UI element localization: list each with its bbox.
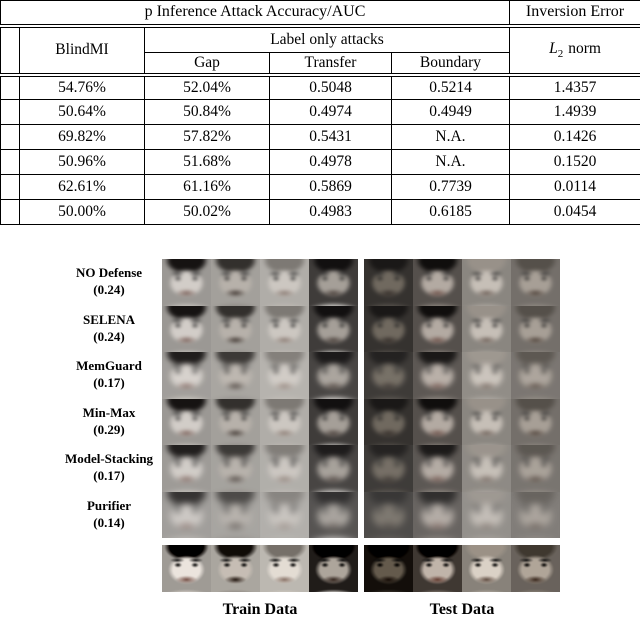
train-faces-block — [162, 445, 358, 492]
cropped-column-cell — [1, 175, 20, 200]
figure-row-model-stacking — [0, 445, 640, 492]
face-image — [309, 306, 358, 353]
face-image — [511, 445, 560, 492]
face-image — [309, 399, 358, 446]
train-faces-block — [162, 399, 358, 446]
cell-gap: 52.04% — [145, 75, 270, 100]
cell-blindmi: 69.82% — [20, 125, 145, 150]
face-image — [413, 352, 462, 399]
defense-score: (0.29) — [93, 421, 125, 437]
defense-score: (0.24) — [93, 328, 125, 344]
cell-gap: 51.68% — [145, 150, 270, 175]
face-image — [413, 399, 462, 446]
cell-boundary: 0.5214 — [392, 75, 510, 100]
l2-letter: L — [549, 39, 558, 57]
table-row — [1, 150, 640, 175]
face-image — [511, 259, 560, 306]
test-faces-block — [364, 492, 560, 539]
cell-gap: 50.02% — [145, 200, 270, 225]
face-image — [413, 259, 462, 306]
face-image — [260, 545, 309, 592]
face-image — [364, 445, 413, 492]
cell-blindmi: 62.61% — [20, 175, 145, 200]
face-image — [511, 306, 560, 353]
face-image — [511, 492, 560, 539]
cell-transfer: 0.5431 — [270, 125, 392, 150]
col-header-boundary: Boundary — [392, 53, 510, 75]
face-image — [162, 445, 211, 492]
face-image — [211, 445, 260, 492]
figure-row-purifier — [0, 492, 640, 539]
train-faces-block — [162, 259, 358, 306]
test-faces-block — [364, 445, 560, 492]
cell-boundary: 0.7739 — [392, 175, 510, 200]
face-image — [511, 399, 560, 446]
face-image — [413, 492, 462, 539]
test-faces-block — [364, 352, 560, 399]
face-image — [162, 306, 211, 353]
cropped-column-cell — [1, 100, 20, 125]
train-data-label: Train Data — [222, 601, 298, 618]
train-faces-block — [162, 306, 358, 353]
defense-label — [0, 306, 162, 353]
cell-transfer: 0.4974 — [270, 100, 392, 125]
face-image — [309, 259, 358, 306]
defense-label — [0, 445, 162, 492]
face-image — [260, 306, 309, 353]
table-row — [1, 100, 640, 125]
defense-label — [0, 259, 162, 306]
face-image — [260, 399, 309, 446]
col-group-label-only-attacks: Label only attacks — [145, 26, 510, 53]
face-image — [364, 399, 413, 446]
defense-label — [0, 399, 162, 446]
caption-row — [0, 601, 640, 619]
figure-row-no-defense — [0, 259, 640, 306]
cell-gap: 50.84% — [145, 100, 270, 125]
face-image — [162, 352, 211, 399]
test-faces-block — [364, 545, 560, 592]
defense-name: Model-Stacking — [64, 451, 154, 467]
cell-gap: 57.82% — [145, 125, 270, 150]
cell-transfer: 0.4983 — [270, 200, 392, 225]
cell-blindmi: 54.76% — [20, 75, 145, 100]
face-image — [162, 545, 211, 592]
defense-score: (0.24) — [93, 282, 125, 298]
cell-l2: 0.0114 — [510, 175, 640, 200]
cell-boundary: 0.4949 — [392, 100, 510, 125]
cropped-column-cell — [1, 125, 20, 150]
cell-transfer: 0.5869 — [270, 175, 392, 200]
face-image — [211, 492, 260, 539]
face-image — [309, 445, 358, 492]
face-image — [364, 306, 413, 353]
cell-gap: 61.16% — [145, 175, 270, 200]
face-image — [364, 259, 413, 306]
cell-boundary: 0.6185 — [392, 200, 510, 225]
test-faces-block — [364, 399, 560, 446]
cropped-column-cell — [1, 75, 20, 100]
cropped-column-cell — [1, 150, 20, 175]
face-image — [413, 306, 462, 353]
table-row — [1, 175, 640, 200]
face-image — [462, 492, 511, 539]
cell-l2: 1.4939 — [510, 100, 640, 125]
face-image — [462, 545, 511, 592]
face-image — [413, 445, 462, 492]
header-inversion-error: Inversion Error — [510, 1, 640, 26]
face-image — [462, 259, 511, 306]
defense-score: (0.14) — [93, 514, 125, 530]
face-image — [511, 352, 560, 399]
defense-label — [0, 492, 162, 539]
col-header-gap: Gap — [145, 53, 270, 75]
face-image — [162, 399, 211, 446]
defense-name: MemGuard — [76, 358, 142, 374]
cell-l2: 0.0454 — [510, 200, 640, 225]
test-faces-block — [364, 306, 560, 353]
figure-row-memguard — [0, 352, 640, 399]
cell-blindmi: 50.96% — [20, 150, 145, 175]
test-data-label: Test Data — [429, 601, 495, 618]
face-image — [309, 492, 358, 539]
face-image — [260, 259, 309, 306]
l2-word: norm — [568, 39, 601, 57]
table-header-row — [1, 1, 640, 26]
figure-row-min-max — [0, 399, 640, 446]
caption-spacer — [0, 601, 162, 619]
train-faces-block — [162, 492, 358, 539]
l2-subscript: 2 — [557, 48, 564, 61]
face-image — [462, 352, 511, 399]
face-image — [211, 259, 260, 306]
defense-score: (0.17) — [93, 468, 125, 484]
face-image — [162, 259, 211, 306]
col-header-blindmi: BlindMI — [20, 26, 145, 75]
defense-name: NO Defense — [75, 265, 143, 281]
table-row — [1, 200, 640, 225]
cell-blindmi: 50.00% — [20, 200, 145, 225]
cell-transfer: 0.4978 — [270, 150, 392, 175]
defense-label — [0, 352, 162, 399]
cropped-column-cell — [1, 200, 20, 225]
face-image — [211, 352, 260, 399]
face-image — [511, 545, 560, 592]
face-image — [260, 352, 309, 399]
face-image — [211, 399, 260, 446]
cell-l2: 1.4357 — [510, 75, 640, 100]
face-image — [211, 545, 260, 592]
face-image — [364, 352, 413, 399]
cell-transfer: 0.5048 — [270, 75, 392, 100]
defense-name: SELENA — [82, 311, 136, 327]
table-subheader-row-1 — [1, 26, 640, 53]
face-image — [413, 545, 462, 592]
inversion-figure — [0, 259, 640, 619]
figure-row-ground-truth — [0, 545, 640, 592]
face-image — [364, 492, 413, 539]
cell-blindmi: 50.64% — [20, 100, 145, 125]
face-image — [260, 492, 309, 539]
face-image — [162, 492, 211, 539]
ground-truth-label-empty — [0, 545, 162, 592]
face-image — [309, 352, 358, 399]
train-faces-block — [162, 545, 358, 592]
cell-l2: 0.1426 — [510, 125, 640, 150]
attack-metrics-table — [0, 0, 640, 225]
cropped-column-cell — [1, 26, 20, 75]
face-image — [211, 306, 260, 353]
col-header-l2-norm — [510, 26, 640, 75]
figure-row-selena — [0, 306, 640, 353]
face-image — [260, 445, 309, 492]
face-image — [462, 306, 511, 353]
face-image — [462, 399, 511, 446]
table-row — [1, 125, 640, 150]
defense-score: (0.17) — [93, 375, 125, 391]
col-header-transfer: Transfer — [270, 53, 392, 75]
face-image — [364, 545, 413, 592]
test-faces-block — [364, 259, 560, 306]
face-image — [462, 445, 511, 492]
train-faces-block — [162, 352, 358, 399]
cell-boundary: N.A. — [392, 125, 510, 150]
header-attack-accuracy: p Inference Attack Accuracy/AUC — [1, 1, 510, 26]
cell-boundary: N.A. — [392, 150, 510, 175]
cell-l2: 0.1520 — [510, 150, 640, 175]
table-row — [1, 75, 640, 100]
defense-name: Purifier — [86, 497, 132, 513]
defense-name: Min-Max — [82, 404, 136, 420]
face-image — [309, 545, 358, 592]
